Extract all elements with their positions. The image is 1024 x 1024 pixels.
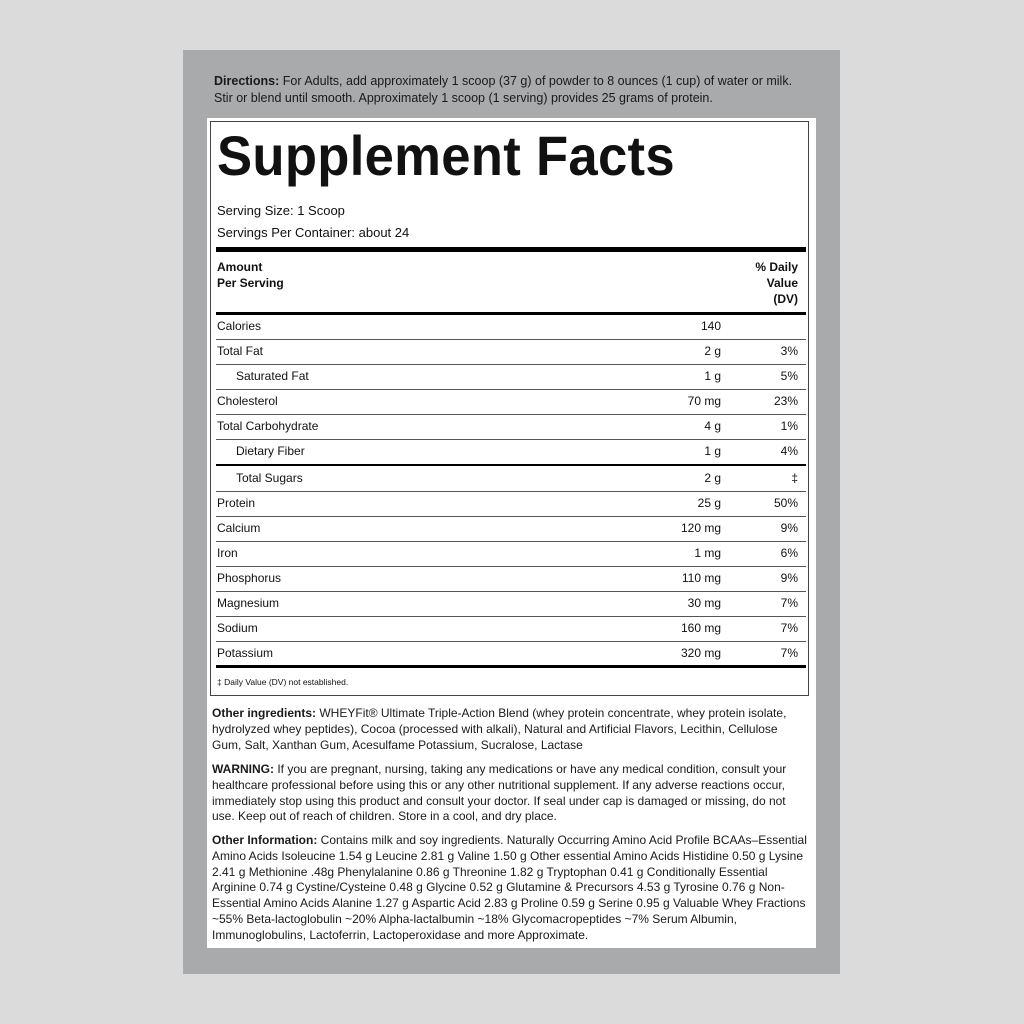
- thick-divider-bottom: [216, 665, 806, 668]
- nutrient-name: Calories: [217, 319, 262, 333]
- nutrient-dv: ‡: [791, 471, 798, 485]
- nutrient-name: Iron: [217, 546, 238, 560]
- nutrient-amount: 1 mg: [694, 546, 721, 560]
- nutrient-row-saturated-fat: [216, 364, 806, 389]
- nutrient-name: Potassium: [217, 646, 274, 660]
- other-information: [212, 833, 808, 944]
- nutrient-amount: 30 mg: [687, 596, 721, 610]
- nutrient-row-total-carbohydrate: [216, 414, 806, 439]
- daily-value-header: [755, 259, 798, 307]
- nutrient-dv: 9%: [780, 571, 798, 585]
- warning-text: If you are pregnant, nursing, taking any medications or have any medical condition, consult your healthcare professional before using this or any other nutritional supplement. If any adverse reactions occur, immediately stop using this product and consult your doctor. If seal under cap is damaged or missing, do not use. Keep out of reach of children. Store in a cool, and dry place.: [212, 762, 787, 824]
- amount-per-serving-header: [217, 259, 284, 291]
- supplement-facts-title: Supplement Facts: [217, 124, 675, 187]
- nutrient-amount: 70 mg: [687, 394, 721, 408]
- nutrient-dv: 5%: [780, 369, 798, 383]
- nutrient-amount: 120 mg: [680, 521, 721, 535]
- directions-label: Directions:: [214, 74, 280, 88]
- nutrient-amount: 160 mg: [680, 621, 721, 635]
- other-ingredients: [212, 706, 808, 753]
- directions-text: [214, 73, 814, 107]
- nutrient-row-dietary-fiber: [216, 439, 806, 464]
- other-ingredients-text: WHEYFit® Ultimate Triple-Action Blend (whey protein concentrate, whey protein isolate, hydrolyzed whey peptides), Cocoa (processed with alkali), Natural and Artificial Flavors, Lecithin, Cellulose Gum, Salt, Xanthan Gum, Acesulfame Potassium, Sucralose, Lactase: [212, 706, 787, 752]
- nutrient-row-protein: [216, 491, 806, 516]
- nutrient-dv: 50%: [773, 496, 798, 510]
- nutrient-name: Protein: [217, 496, 256, 510]
- nutrient-row-calcium: [216, 516, 806, 541]
- amount-header-line1: Amount: [217, 260, 263, 274]
- nutrient-dv: 4%: [780, 444, 798, 458]
- nutrient-row-total-sugars: [216, 466, 806, 491]
- footnote: ‡ Daily Value (DV) not established.: [217, 677, 349, 687]
- nutrient-amount: 25 g: [697, 496, 721, 510]
- nutrient-row-cholesterol: [216, 389, 806, 414]
- directions-body: For Adults, add approximately 1 scoop (37 g) of powder to 8 ounces (1 cup) of water or milk. Stir or blend until smooth. Approximately 1 scoop (1 serving) provides 25 grams of protein.: [214, 74, 793, 105]
- nutrient-amount: 2 g: [704, 471, 721, 485]
- nutrient-dv: 1%: [780, 419, 798, 433]
- nutrient-dv: 7%: [780, 621, 798, 635]
- other-information-text: Contains milk and soy ingredients. Naturally Occurring Amino Acid Profile BCAAs–Essential Amino Acids Isoleucine 1.54 g Leucine 2.81 g Valine 1.50 g Other essential Amino Acids Histidine 0.50 g Lysine 2.41 g Methionine .48g Phenylalanine 0.86 g Threonine 1.82 g Tryptophan 0.41 g Conditionally Essential Arginine 0.74 g Cystine/Cysteine 0.48 g Glycine 0.52 g Glutamine & Precursors 4.53 g Tyrosine 0.76 g Non-Essential Amino Acids Alanine 1.27 g Aspartic Acid 2.83 g Proline 0.59 g Serine 0.95 g Valuable Whey Fractions ~55% Beta-lactoglobulin ~20% Alpha-lactalbumin ~18% Glycomacropeptides ~7% Serum Albumin, Immunoglobulins, Lactoferrin, Lactoperoxidase and more Approximate.: [212, 833, 807, 942]
- nutrient-name: Saturated Fat: [236, 369, 309, 383]
- nutrient-name: Calcium: [217, 521, 261, 535]
- nutrient-row-sodium: [216, 616, 806, 641]
- nutrient-row-phosphorus: [216, 566, 806, 591]
- nutrient-dv: 7%: [780, 596, 798, 610]
- other-information-label: Other Information:: [212, 833, 318, 847]
- servings-per-container: Servings Per Container: about 24: [217, 225, 410, 240]
- thick-divider-top: [216, 247, 806, 252]
- nutrient-name: Sodium: [217, 621, 258, 635]
- dv-header-line2: Value: [766, 276, 798, 290]
- nutrient-row-potassium: [216, 641, 806, 666]
- warning: [212, 762, 808, 825]
- nutrient-row-iron: [216, 541, 806, 566]
- dv-header-line1: % Daily: [755, 260, 798, 274]
- nutrient-dv: 6%: [780, 546, 798, 560]
- nutrient-amount: 140: [700, 319, 721, 333]
- nutrient-dv: 9%: [780, 521, 798, 535]
- nutrient-amount: 4 g: [704, 419, 721, 433]
- nutrient-name: Total Fat: [217, 344, 264, 358]
- nutrient-row-calories: [216, 314, 806, 339]
- nutrient-dv: 23%: [773, 394, 798, 408]
- nutrient-amount: 110 mg: [681, 571, 721, 585]
- nutrient-row-total-fat: [216, 339, 806, 364]
- serving-size: Serving Size: 1 Scoop: [217, 203, 345, 218]
- nutrient-name: Total Sugars: [236, 471, 303, 485]
- nutrient-amount: 320 mg: [680, 646, 721, 660]
- other-ingredients-label: Other ingredients:: [212, 706, 317, 720]
- dv-header-line3: (DV): [773, 292, 798, 306]
- nutrient-dv: 7%: [780, 646, 798, 660]
- nutrient-name: Total Carbohydrate: [217, 419, 319, 433]
- nutrient-amount: 1 g: [704, 369, 721, 383]
- nutrient-name: Phosphorus: [217, 571, 282, 585]
- nutrient-name: Cholesterol: [217, 394, 278, 408]
- nutrient-dv: 3%: [780, 344, 798, 358]
- nutrient-name: Dietary Fiber: [236, 444, 305, 458]
- nutrient-row-magnesium: [216, 591, 806, 616]
- amount-header-line2: Per Serving: [217, 276, 284, 290]
- warning-label: WARNING:: [212, 762, 274, 776]
- nutrient-amount: 2 g: [704, 344, 721, 358]
- nutrient-amount: 1 g: [704, 444, 721, 458]
- nutrient-name: Magnesium: [217, 596, 280, 610]
